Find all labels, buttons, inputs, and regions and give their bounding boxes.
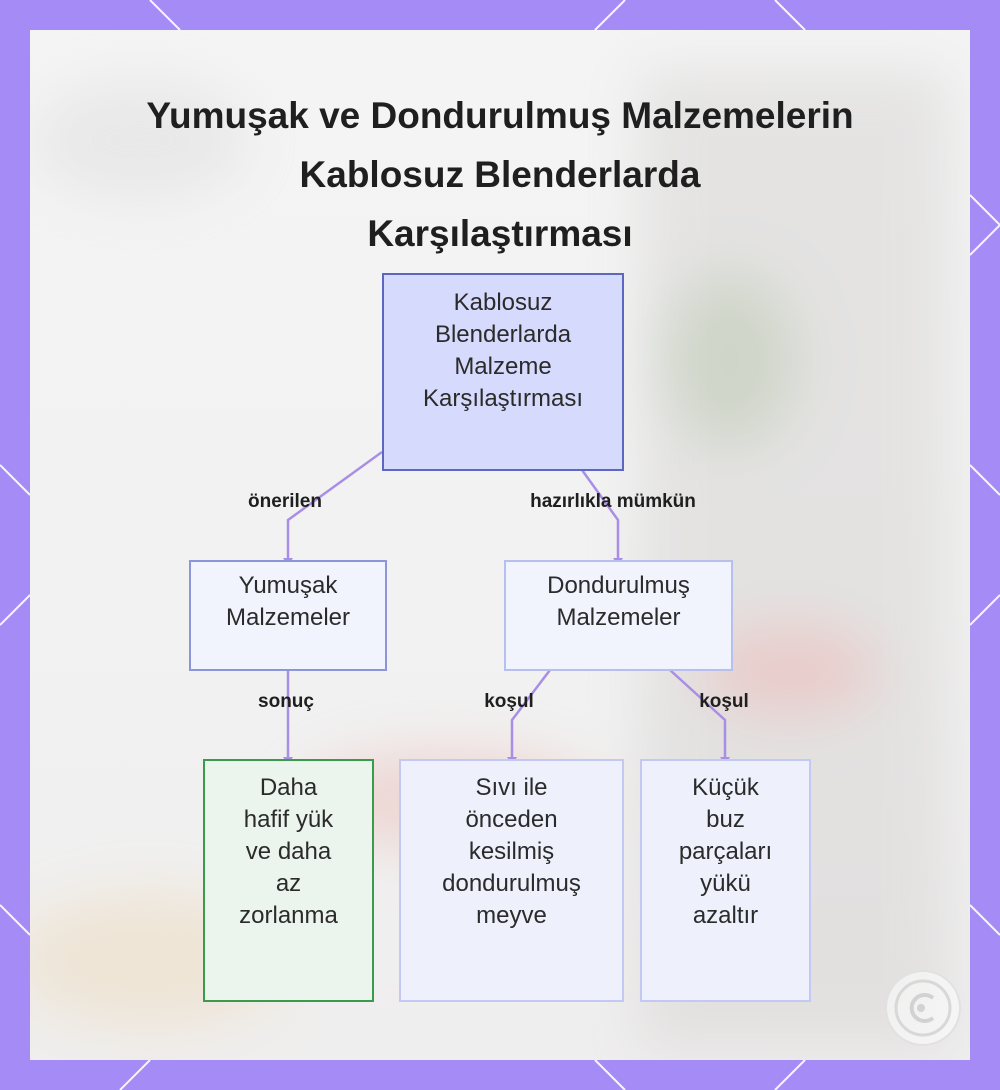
node-ice-line-3: parçaları (678, 837, 773, 865)
node-fruit-line-4: dondurulmuş (442, 869, 581, 897)
node-fruit-line-1: Sıvı ile (475, 773, 548, 801)
node-ice-line-5: azaltır (692, 901, 759, 929)
node-soft-line-2: Malzemeler (225, 603, 351, 631)
node-fruit-line-3: kesilmiş (468, 837, 555, 865)
node-result-lighter-load (203, 759, 374, 1002)
edge-frozen-fruit (512, 670, 550, 759)
title-line-3: Karşılaştırması (367, 213, 633, 255)
node-frozen-line-1: Dondurulmuş (547, 571, 690, 599)
node-result-line-4: az (275, 869, 302, 897)
node-fruit-line-5: meyve (476, 901, 547, 929)
edge-label-condition-fruit: koşul (484, 691, 534, 712)
edge-label-condition-ice: koşul (699, 691, 749, 712)
node-root (382, 273, 624, 471)
edge-label-recommended: önerilen (248, 491, 322, 512)
node-soft-line-1: Yumuşak (238, 571, 338, 599)
node-frozen-fruit (399, 759, 624, 1002)
node-root-line-1: Kablosuz (453, 289, 553, 316)
node-root-line-2: Blenderlarda (434, 321, 572, 348)
node-root-line-3: Malzeme (454, 353, 552, 380)
diagram-panel (30, 30, 970, 1060)
title-line-1: Yumuşak ve Dondurulmuş Malzemelerin (146, 95, 854, 136)
watermark-logo-icon (885, 970, 961, 1046)
edge-frozen-ice (670, 670, 725, 759)
edge-root-frozen (582, 470, 618, 560)
node-ice-line-4: yükü (700, 869, 751, 897)
node-soft-ingredients (189, 560, 387, 671)
node-frozen-ingredients (504, 560, 733, 671)
node-result-line-2: hafif yük (243, 805, 334, 833)
node-fruit-line-2: önceden (465, 805, 558, 833)
title-line-2: Kablosuz Blenderlarda (299, 154, 701, 196)
node-ice-line-2: buz (706, 805, 745, 833)
node-ice-line-1: Küçük (692, 773, 759, 801)
node-root-line-4: Karşılaştırması (422, 385, 584, 412)
edge-label-possible-with-prep: hazırlıkla mümkün (530, 491, 696, 512)
node-result-line-5: zorlanma (239, 901, 338, 929)
node-ice-pieces (640, 759, 811, 1002)
node-result-line-1: Daha (259, 773, 318, 801)
node-result-line-3: ve daha (245, 837, 332, 865)
node-frozen-line-2: Malzemeler (556, 603, 681, 631)
edge-label-result: sonuç (258, 691, 314, 712)
